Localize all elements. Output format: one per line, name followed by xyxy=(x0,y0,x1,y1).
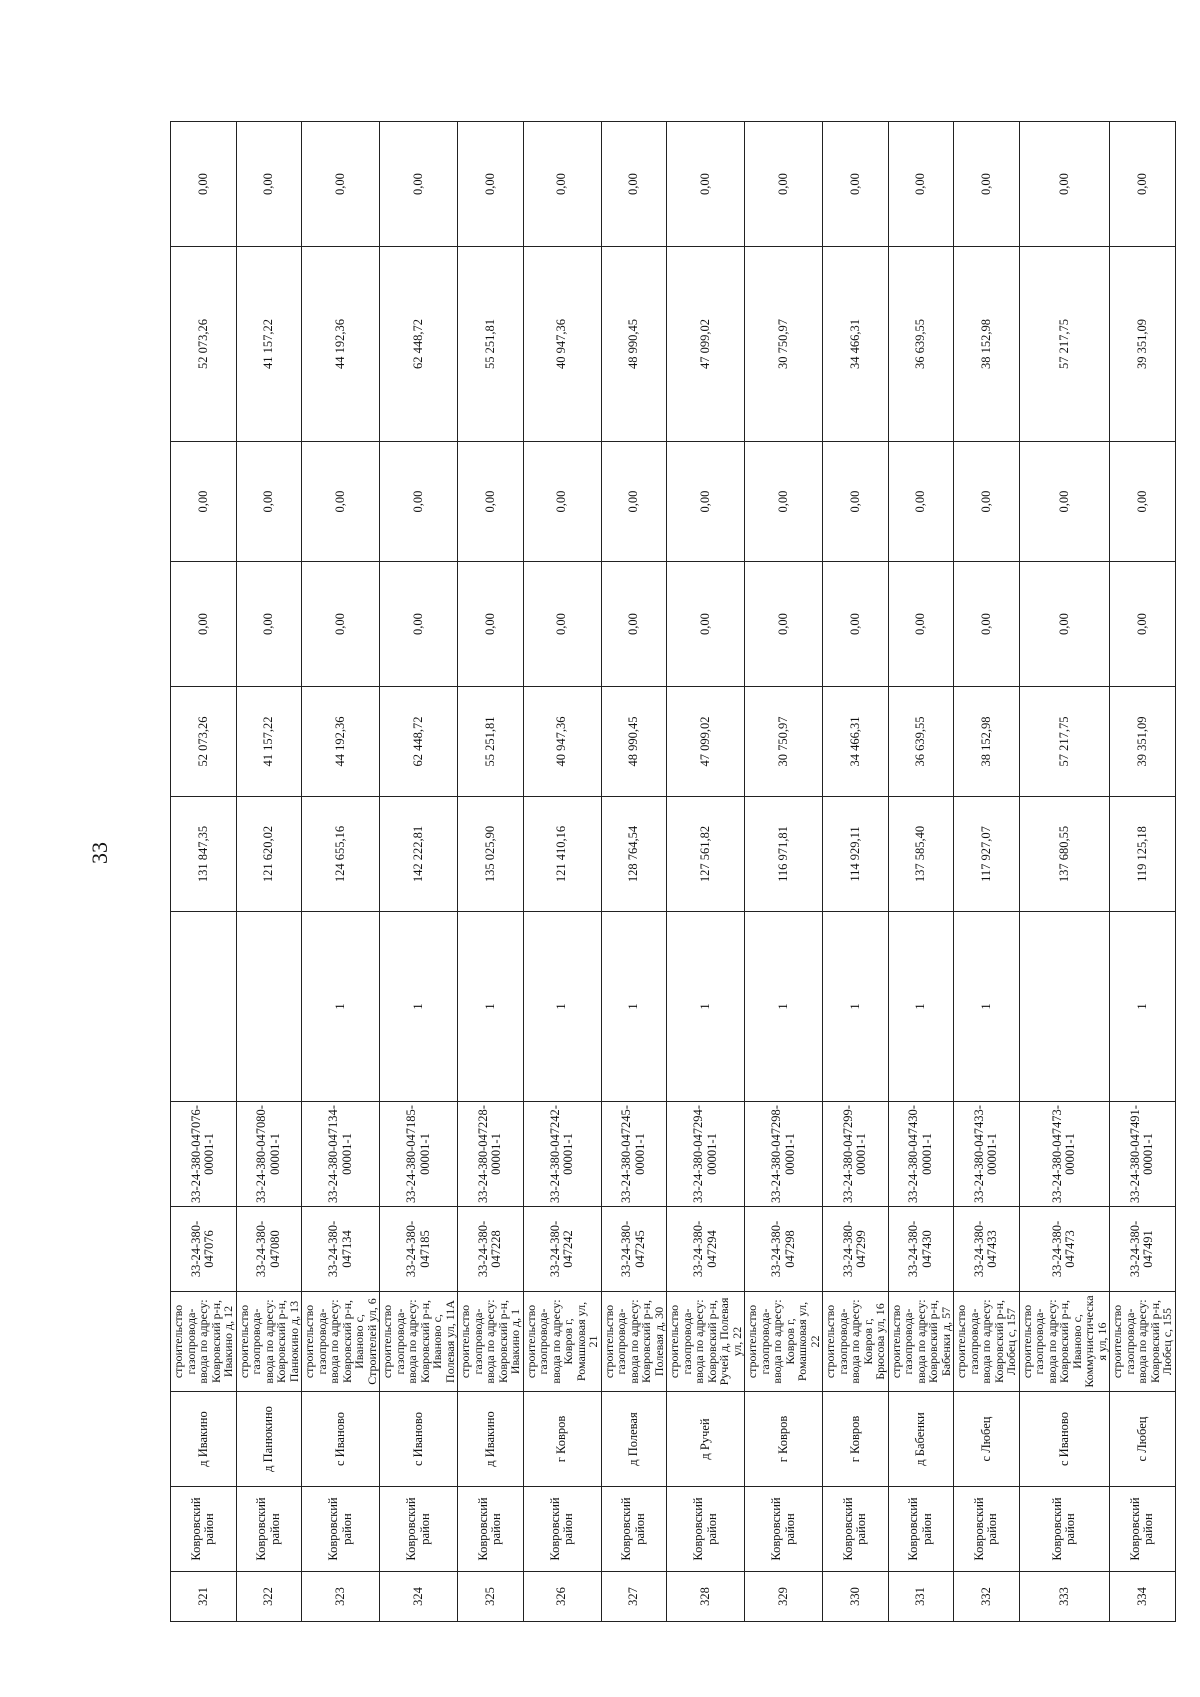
cadastral-full-cell: 33-24-380-047134-00001-1 xyxy=(302,1102,380,1207)
table-row xyxy=(823,122,889,1622)
settlement-cell: г Ковров xyxy=(745,1392,823,1487)
description-cell: строительство газопровода-ввода по адресу: Ковров г, Брюсова ул, 16 xyxy=(823,1292,889,1392)
settlement-cell: г Ковров xyxy=(523,1392,601,1487)
description-cell: строительство газопровода-ввода по адресу: Ковровский р-н, Любец с, 157 xyxy=(954,1292,1020,1392)
total-cost-cell: 127 561,82 xyxy=(667,797,745,912)
amount-a-cell: 52 073,26 xyxy=(171,687,237,797)
cadastral-full-cell: 33-24-380-047491-00001-1 xyxy=(1110,1102,1176,1207)
cadastral-short-cell: 33-24-380-047242 xyxy=(523,1207,601,1292)
settlement-cell: с Иваново xyxy=(302,1392,380,1487)
amount-d-cell: 55 251,81 xyxy=(458,247,524,442)
amount-d-cell: 36 639,55 xyxy=(888,247,954,442)
amount-b-cell: 0,00 xyxy=(1110,562,1176,687)
table-row xyxy=(601,122,667,1622)
table-row xyxy=(458,122,524,1622)
row-number-cell: 321 xyxy=(171,1572,237,1622)
row-number-cell: 331 xyxy=(888,1572,954,1622)
table-body xyxy=(171,122,1176,1622)
amount-a-cell: 36 639,55 xyxy=(888,687,954,797)
amount-c-cell: 0,00 xyxy=(171,442,237,562)
total-cost-cell: 121 620,02 xyxy=(236,797,302,912)
quantity-cell xyxy=(1019,912,1110,1102)
amount-e-cell: 0,00 xyxy=(380,122,458,247)
table-row xyxy=(236,122,302,1622)
district-cell: Ковровский район xyxy=(745,1487,823,1572)
amount-e-cell: 0,00 xyxy=(171,122,237,247)
cadastral-short-cell: 33-24-380-047294 xyxy=(667,1207,745,1292)
total-cost-cell: 137 585,40 xyxy=(888,797,954,912)
amount-b-cell: 0,00 xyxy=(171,562,237,687)
amount-d-cell: 34 466,31 xyxy=(823,247,889,442)
cadastral-short-cell: 33-24-380-047298 xyxy=(745,1207,823,1292)
cadastral-full-cell: 33-24-380-047185-00001-1 xyxy=(380,1102,458,1207)
cadastral-short-cell: 33-24-380-047491 xyxy=(1110,1207,1176,1292)
district-cell: Ковровский район xyxy=(236,1487,302,1572)
settlement-cell: д Полевая xyxy=(601,1392,667,1487)
district-cell: Ковровский район xyxy=(667,1487,745,1572)
district-cell: Ковровский район xyxy=(1019,1487,1110,1572)
table-row xyxy=(1110,122,1176,1622)
total-cost-cell: 135 025,90 xyxy=(458,797,524,912)
amount-e-cell: 0,00 xyxy=(236,122,302,247)
amount-c-cell: 0,00 xyxy=(667,442,745,562)
amount-e-cell: 0,00 xyxy=(302,122,380,247)
amount-c-cell: 0,00 xyxy=(302,442,380,562)
total-cost-cell: 114 929,11 xyxy=(823,797,889,912)
amount-c-cell: 0,00 xyxy=(380,442,458,562)
cadastral-full-cell: 33-24-380-047433-00001-1 xyxy=(954,1102,1020,1207)
amount-a-cell: 48 990,45 xyxy=(601,687,667,797)
district-cell: Ковровский район xyxy=(823,1487,889,1572)
amount-b-cell: 0,00 xyxy=(458,562,524,687)
settlement-cell: с Любец xyxy=(954,1392,1020,1487)
cadastral-short-cell: 33-24-380-047228 xyxy=(458,1207,524,1292)
amount-c-cell: 0,00 xyxy=(823,442,889,562)
amount-c-cell: 0,00 xyxy=(601,442,667,562)
amount-c-cell: 0,00 xyxy=(458,442,524,562)
settlement-cell: д Ручей xyxy=(667,1392,745,1487)
total-cost-cell: 121 410,16 xyxy=(523,797,601,912)
cadastral-short-cell: 33-24-380-047433 xyxy=(954,1207,1020,1292)
amount-d-cell: 39 351,09 xyxy=(1110,247,1176,442)
cadastral-full-cell: 33-24-380-047298-00001-1 xyxy=(745,1102,823,1207)
total-cost-cell: 137 680,55 xyxy=(1019,797,1110,912)
description-cell: строительство газопровода-ввода по адресу: Ковровский р-н, Бабенки д, 57 xyxy=(888,1292,954,1392)
amount-e-cell: 0,00 xyxy=(823,122,889,247)
amount-a-cell: 38 152,98 xyxy=(954,687,1020,797)
amount-e-cell: 0,00 xyxy=(954,122,1020,247)
district-cell: Ковровский район xyxy=(171,1487,237,1572)
table-row xyxy=(302,122,380,1622)
settlement-cell: д Панюкино xyxy=(236,1392,302,1487)
cadastral-short-cell: 33-24-380-047299 xyxy=(823,1207,889,1292)
quantity-cell: 1 xyxy=(1110,912,1176,1102)
amount-b-cell: 0,00 xyxy=(954,562,1020,687)
quantity-cell: 1 xyxy=(888,912,954,1102)
row-number-cell: 323 xyxy=(302,1572,380,1622)
amount-e-cell: 0,00 xyxy=(1110,122,1176,247)
cadastral-short-cell: 33-24-380-047430 xyxy=(888,1207,954,1292)
amount-b-cell: 0,00 xyxy=(523,562,601,687)
row-number-cell: 328 xyxy=(667,1572,745,1622)
amount-e-cell: 0,00 xyxy=(667,122,745,247)
amount-d-cell: 40 947,36 xyxy=(523,247,601,442)
description-cell: строительство газопровода-ввода по адресу: Ковровский р-н, Ручей д, Полевая ул, 22 xyxy=(667,1292,745,1392)
cadastral-full-cell: 33-24-380-047076-00001-1 xyxy=(171,1102,237,1207)
cadastral-full-cell: 33-24-380-047242-00001-1 xyxy=(523,1102,601,1207)
total-cost-cell: 131 847,35 xyxy=(171,797,237,912)
cadastral-full-cell: 33-24-380-047294-00001-1 xyxy=(667,1102,745,1207)
amount-b-cell: 0,00 xyxy=(1019,562,1110,687)
amount-c-cell: 0,00 xyxy=(1110,442,1176,562)
description-cell: строительство газопровода-ввода по адресу: Ковровский р-н, Панюкино д, 13 xyxy=(236,1292,302,1392)
description-cell: строительство газопровода-ввода по адресу: Ковровский р-н, Ивакино д, 12 xyxy=(171,1292,237,1392)
cadastral-short-cell: 33-24-380-047185 xyxy=(380,1207,458,1292)
row-number-cell: 322 xyxy=(236,1572,302,1622)
settlement-cell: г Ковров xyxy=(823,1392,889,1487)
quantity-cell: 1 xyxy=(823,912,889,1102)
cadastral-full-cell: 33-24-380-047299-00001-1 xyxy=(823,1102,889,1207)
settlement-cell: с Иваново xyxy=(380,1392,458,1487)
cadastral-full-cell: 33-24-380-047080-00001-1 xyxy=(236,1102,302,1207)
total-cost-cell: 117 927,07 xyxy=(954,797,1020,912)
row-number-cell: 334 xyxy=(1110,1572,1176,1622)
table-row xyxy=(171,122,237,1622)
amount-d-cell: 47 099,02 xyxy=(667,247,745,442)
cadastral-short-cell: 33-24-380-047473 xyxy=(1019,1207,1110,1292)
quantity-cell xyxy=(236,912,302,1102)
table-row xyxy=(954,122,1020,1622)
total-cost-cell: 142 222,81 xyxy=(380,797,458,912)
table-row xyxy=(888,122,954,1622)
district-cell: Ковровский район xyxy=(601,1487,667,1572)
amount-b-cell: 0,00 xyxy=(601,562,667,687)
description-cell: строительство газопровода-ввода по адресу: Ковровский р-н, Полевая д, 30 xyxy=(601,1292,667,1392)
district-cell: Ковровский район xyxy=(1110,1487,1176,1572)
table-row xyxy=(523,122,601,1622)
cadastral-full-cell: 33-24-380-047473-00001-1 xyxy=(1019,1102,1110,1207)
quantity-cell: 1 xyxy=(601,912,667,1102)
amount-d-cell: 44 192,36 xyxy=(302,247,380,442)
page-number: 33 xyxy=(87,842,112,864)
description-cell: строительство газопровода-ввода по адресу: Ковровский р-н, Иваново с, Полевая ул, 11А xyxy=(380,1292,458,1392)
settlement-cell: д Ивакино xyxy=(171,1392,237,1487)
amount-b-cell: 0,00 xyxy=(236,562,302,687)
description-cell: строительство газопровода-ввода по адресу: Ковровский р-н, Иваново с, Строителей ул, 6 xyxy=(302,1292,380,1392)
cadastral-short-cell: 33-24-380-047134 xyxy=(302,1207,380,1292)
total-cost-cell: 124 655,16 xyxy=(302,797,380,912)
row-number-cell: 333 xyxy=(1019,1572,1110,1622)
amount-a-cell: 55 251,81 xyxy=(458,687,524,797)
amount-a-cell: 41 157,22 xyxy=(236,687,302,797)
district-cell: Ковровский район xyxy=(302,1487,380,1572)
gas-connection-table xyxy=(170,121,1176,1622)
amount-e-cell: 0,00 xyxy=(745,122,823,247)
description-cell: строительство газопровода-ввода по адресу: Ковров г, Ромашковая ул, 22 xyxy=(745,1292,823,1392)
amount-d-cell: 52 073,26 xyxy=(171,247,237,442)
table-row xyxy=(667,122,745,1622)
amount-a-cell: 34 466,31 xyxy=(823,687,889,797)
district-cell: Ковровский район xyxy=(954,1487,1020,1572)
cadastral-full-cell: 33-24-380-047228-00001-1 xyxy=(458,1102,524,1207)
cadastral-short-cell: 33-24-380-047076 xyxy=(171,1207,237,1292)
row-number-cell: 329 xyxy=(745,1572,823,1622)
amount-a-cell: 62 448,72 xyxy=(380,687,458,797)
cadastral-full-cell: 33-24-380-047245-00001-1 xyxy=(601,1102,667,1207)
amount-d-cell: 38 152,98 xyxy=(954,247,1020,442)
amount-b-cell: 0,00 xyxy=(667,562,745,687)
amount-b-cell: 0,00 xyxy=(888,562,954,687)
amount-e-cell: 0,00 xyxy=(601,122,667,247)
description-cell: строительство газопровода-ввода по адресу: Ковровский р-н, Любец с, 155 xyxy=(1110,1292,1176,1392)
amount-a-cell: 44 192,36 xyxy=(302,687,380,797)
amount-a-cell: 40 947,36 xyxy=(523,687,601,797)
amount-d-cell: 48 990,45 xyxy=(601,247,667,442)
amount-e-cell: 0,00 xyxy=(888,122,954,247)
quantity-cell: 1 xyxy=(745,912,823,1102)
row-number-cell: 330 xyxy=(823,1572,889,1622)
amount-d-cell: 57 217,75 xyxy=(1019,247,1110,442)
amount-b-cell: 0,00 xyxy=(745,562,823,687)
rotated-table-container xyxy=(170,122,1174,1622)
amount-e-cell: 0,00 xyxy=(458,122,524,247)
district-cell: Ковровский район xyxy=(380,1487,458,1572)
amount-d-cell: 41 157,22 xyxy=(236,247,302,442)
district-cell: Ковровский район xyxy=(523,1487,601,1572)
row-number-cell: 326 xyxy=(523,1572,601,1622)
cadastral-full-cell: 33-24-380-047430-00001-1 xyxy=(888,1102,954,1207)
amount-a-cell: 30 750,97 xyxy=(745,687,823,797)
amount-c-cell: 0,00 xyxy=(1019,442,1110,562)
amount-a-cell: 57 217,75 xyxy=(1019,687,1110,797)
quantity-cell: 1 xyxy=(458,912,524,1102)
settlement-cell: д Ивакино xyxy=(458,1392,524,1487)
amount-b-cell: 0,00 xyxy=(823,562,889,687)
amount-d-cell: 30 750,97 xyxy=(745,247,823,442)
amount-a-cell: 47 099,02 xyxy=(667,687,745,797)
amount-c-cell: 0,00 xyxy=(954,442,1020,562)
quantity-cell: 1 xyxy=(523,912,601,1102)
description-cell: строительство газопровода-ввода по адресу: Ковров г, Ромашковая ул, 21 xyxy=(523,1292,601,1392)
quantity-cell xyxy=(171,912,237,1102)
amount-c-cell: 0,00 xyxy=(745,442,823,562)
amount-c-cell: 0,00 xyxy=(236,442,302,562)
quantity-cell: 1 xyxy=(954,912,1020,1102)
table-row xyxy=(380,122,458,1622)
quantity-cell: 1 xyxy=(380,912,458,1102)
district-cell: Ковровский район xyxy=(888,1487,954,1572)
quantity-cell: 1 xyxy=(667,912,745,1102)
amount-b-cell: 0,00 xyxy=(302,562,380,687)
amount-b-cell: 0,00 xyxy=(380,562,458,687)
settlement-cell: д Бабенки xyxy=(888,1392,954,1487)
amount-c-cell: 0,00 xyxy=(888,442,954,562)
table-row xyxy=(745,122,823,1622)
quantity-cell: 1 xyxy=(302,912,380,1102)
settlement-cell: с Любец xyxy=(1110,1392,1176,1487)
amount-e-cell: 0,00 xyxy=(1019,122,1110,247)
row-number-cell: 327 xyxy=(601,1572,667,1622)
district-cell: Ковровский район xyxy=(458,1487,524,1572)
table-row xyxy=(1019,122,1110,1622)
amount-e-cell: 0,00 xyxy=(523,122,601,247)
settlement-cell: с Иваново xyxy=(1019,1392,1110,1487)
total-cost-cell: 119 125,18 xyxy=(1110,797,1176,912)
cadastral-short-cell: 33-24-380-047080 xyxy=(236,1207,302,1292)
description-cell: строительство газопровода-ввода по адресу: Ковровский р-н, Ивакино д, 1 xyxy=(458,1292,524,1392)
amount-d-cell: 62 448,72 xyxy=(380,247,458,442)
description-cell: строительство газопровода-ввода по адресу: Ковровский р-н, Иваново с, Коммунистическая ул, 16 xyxy=(1019,1292,1110,1392)
row-number-cell: 324 xyxy=(380,1572,458,1622)
row-number-cell: 325 xyxy=(458,1572,524,1622)
cadastral-short-cell: 33-24-380-047245 xyxy=(601,1207,667,1292)
total-cost-cell: 116 971,81 xyxy=(745,797,823,912)
amount-a-cell: 39 351,09 xyxy=(1110,687,1176,797)
row-number-cell: 332 xyxy=(954,1572,1020,1622)
amount-c-cell: 0,00 xyxy=(523,442,601,562)
total-cost-cell: 128 764,54 xyxy=(601,797,667,912)
